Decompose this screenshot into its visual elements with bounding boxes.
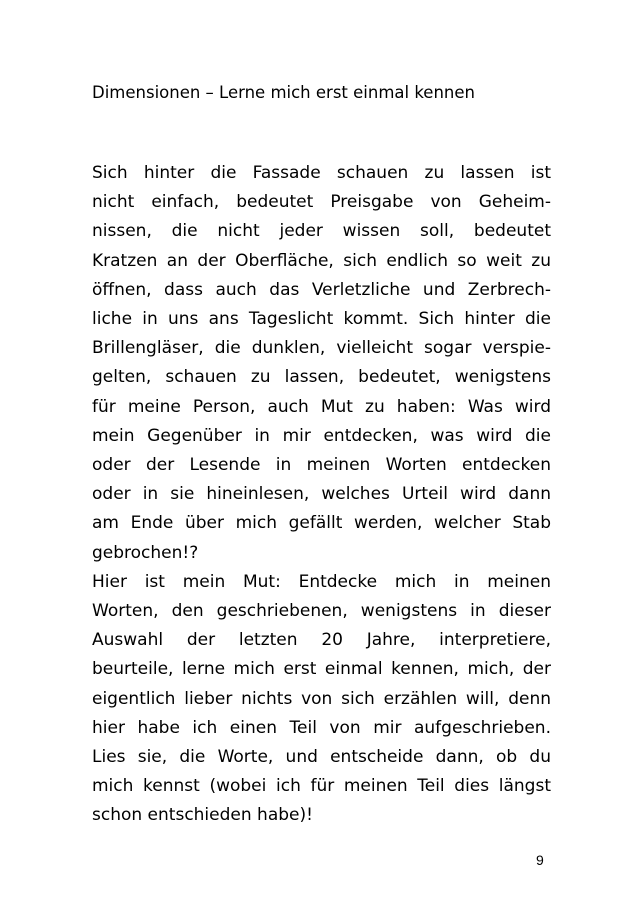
text-line: Hier ist mein Mut: Entdecke mich in meinen [92, 571, 551, 592]
text-line: Brillengläser, die dunklen, vielleicht sogar verspie- [92, 338, 551, 359]
text-line: hier habe ich einen Teil von mir aufgeschrieben. [92, 717, 551, 738]
body-text [92, 159, 551, 831]
text-line: liche in uns ans Tageslicht kommt. Sich hinter die [92, 309, 551, 330]
text-line: nicht einfach, bedeutet Preisgabe von Geheim- [92, 192, 551, 213]
text-line: oder der Lesende in meinen Worten entdecken [92, 455, 551, 476]
page-number: 9 [536, 852, 544, 868]
text-line: gebrochen!? [92, 542, 199, 563]
text-line: mich kennst (wobei ich für meinen Teil dies längst [92, 776, 551, 797]
text-line: gelten, schauen zu lassen, bedeutet, wenigstens [92, 367, 551, 388]
text-line: Lies sie, die Worte, und entscheide dann, ob du [92, 747, 551, 768]
text-line: Worten, den geschriebenen, wenigstens in dieser [92, 601, 551, 622]
paragraph-1 [92, 159, 551, 568]
text-line: öffnen, dass auch das Verletzliche und Zerbrech- [92, 279, 551, 300]
text-line: eigentlich lieber nichts von sich erzählen will, denn [92, 688, 551, 709]
text-line: Sich hinter die Fassade schauen zu lassen ist [92, 163, 551, 183]
paragraph-2 [92, 568, 551, 831]
text-line: Auswahl der letzten 20 Jahre, interpretiere, [92, 630, 551, 651]
page-title: Dimensionen – Lerne mich erst einmal kennen [92, 83, 475, 102]
text-line: am Ende über mich gefällt werden, welcher Stab [92, 513, 551, 534]
text-line: beurteile, lerne mich erst einmal kennen, mich, der [92, 659, 551, 680]
text-line: oder in sie hineinlesen, welches Urteil wird dann [92, 484, 551, 505]
text-line: nissen, die nicht jeder wissen soll, bedeutet [92, 221, 551, 242]
text-line: schon entschieden habe)! [92, 805, 313, 826]
text-line: für meine Person, auch Mut zu haben: Was wird [92, 396, 551, 417]
text-line: mein Gegenüber in mir entdecken, was wird die [92, 425, 551, 446]
text-line: Kratzen an der Oberfläche, sich endlich so weit zu [92, 250, 551, 271]
